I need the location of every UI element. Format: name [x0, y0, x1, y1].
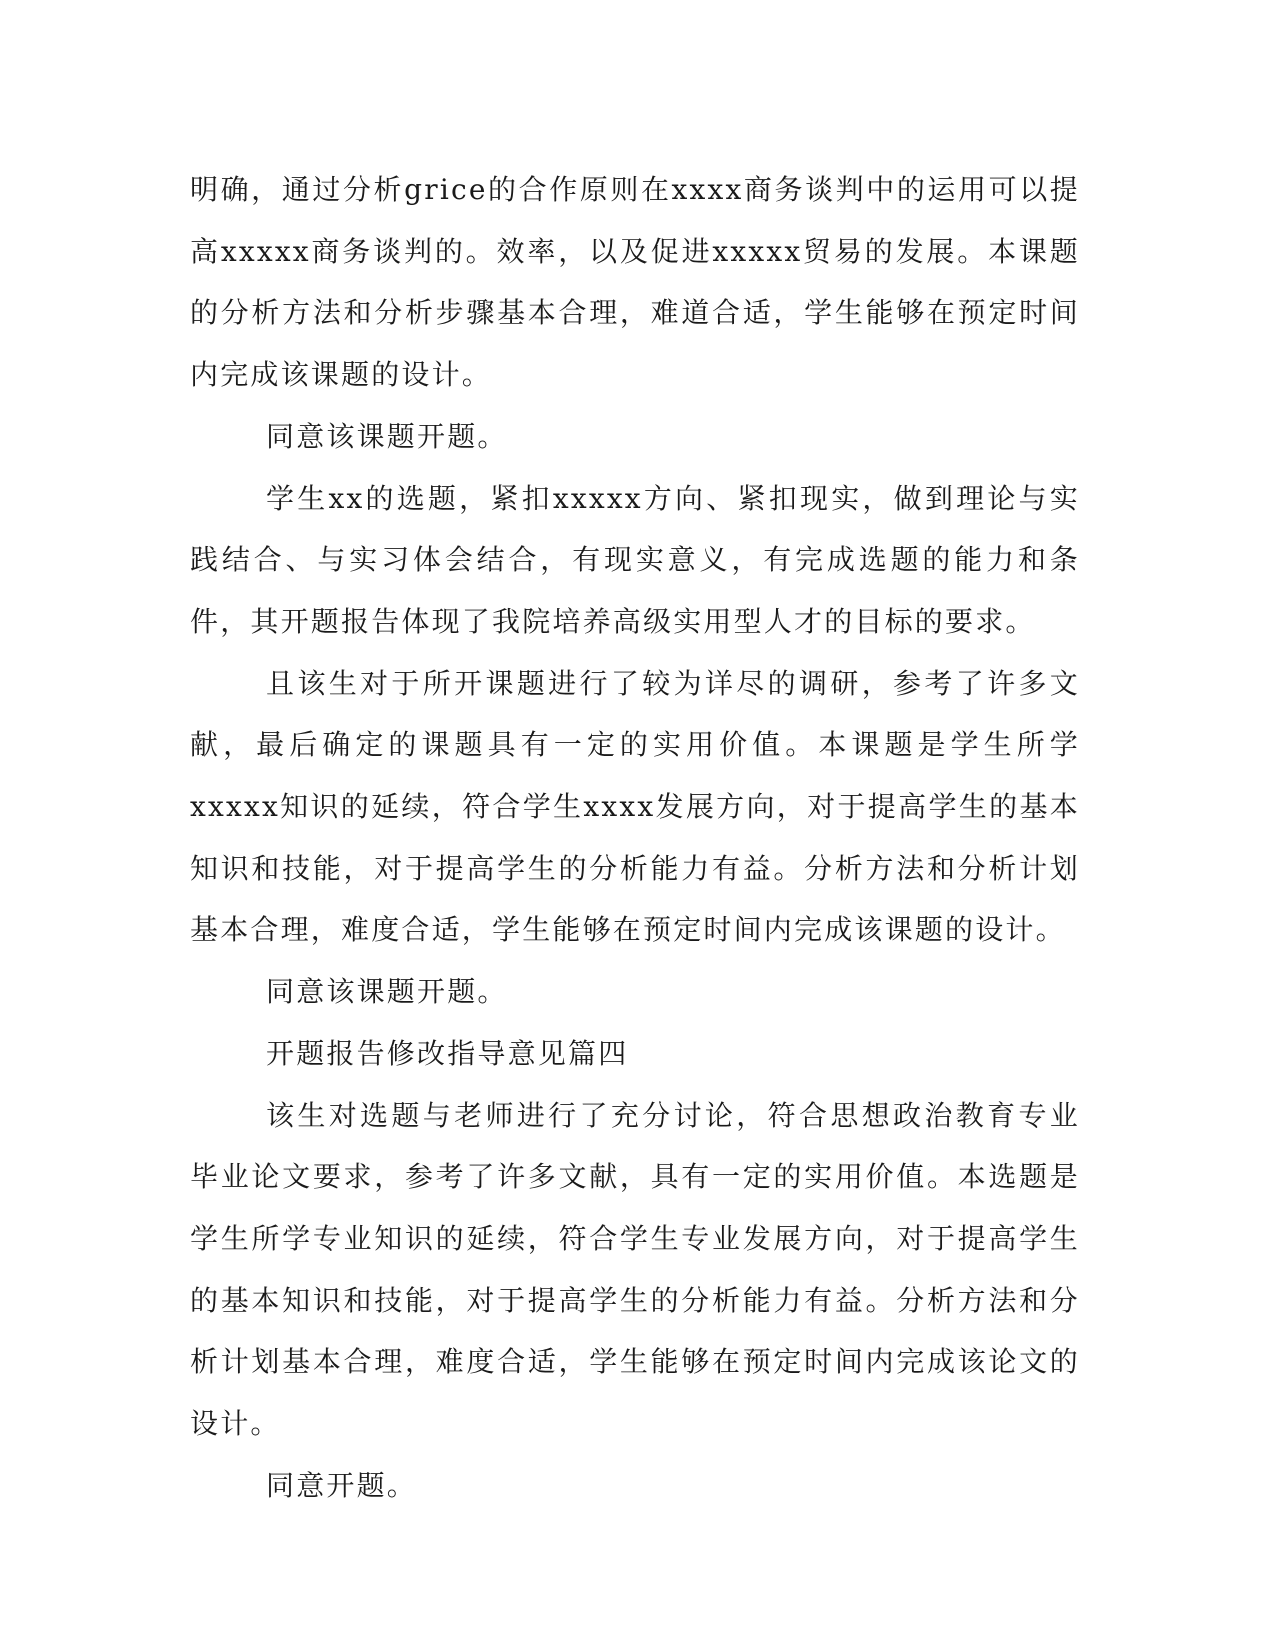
paragraph-8: 同意开题。: [266, 1468, 418, 1502]
paragraph-3: 学生xx的选题，紧扣xxxxx方向、紧扣现实，做到理论与实践结合、与实习体会结合，有现实意义，有完成选题的能力和条件，其开题报告体现了我院培养高级实用型人才的目标的要求。: [190, 481, 1080, 638]
document-body: [190, 159, 1080, 1516]
paragraph-7: 该生对选题与老师进行了充分讨论，符合思想政治教育专业毕业论文要求，参考了许多文献，具有一定的实用价值。本选题是学生所学专业知识的延续，符合学生专业发展方向，对于提高学生的基本知识和技能，对于提高学生的分析能力有益。分析方法和分析计划基本合理，难度合适，学生能够在预定时间内完成该论文的设计。: [190, 1098, 1080, 1441]
paragraph-4: 且该生对于所开课题进行了较为详尽的调研，参考了许多文献，最后确定的课题具有一定的实用价值。本课题是学生所学xxxxx知识的延续，符合学生xxxx发展方向，对于提高学生的基本知识和技能，对于提高学生的分析能力有益。分析方法和分析计划基本合理，难度合适，学生能够在预定时间内完成该课题的设计。: [190, 666, 1080, 947]
paragraph-1: 明确，通过分析grice的合作原则在xxxx商务谈判中的运用可以提高xxxxx商务谈判的。效率，以及促进xxxxx贸易的发展。本课题的分析方法和分析步骤基本合理，难道合适，学生能够在预定时间内完成该课题的设计。: [190, 173, 1080, 392]
section-heading: 开题报告修改指导意见篇四: [266, 1036, 629, 1070]
paragraph-2: 同意该课题开题。: [266, 419, 508, 453]
paragraph-5: 同意该课题开题。: [266, 975, 508, 1009]
